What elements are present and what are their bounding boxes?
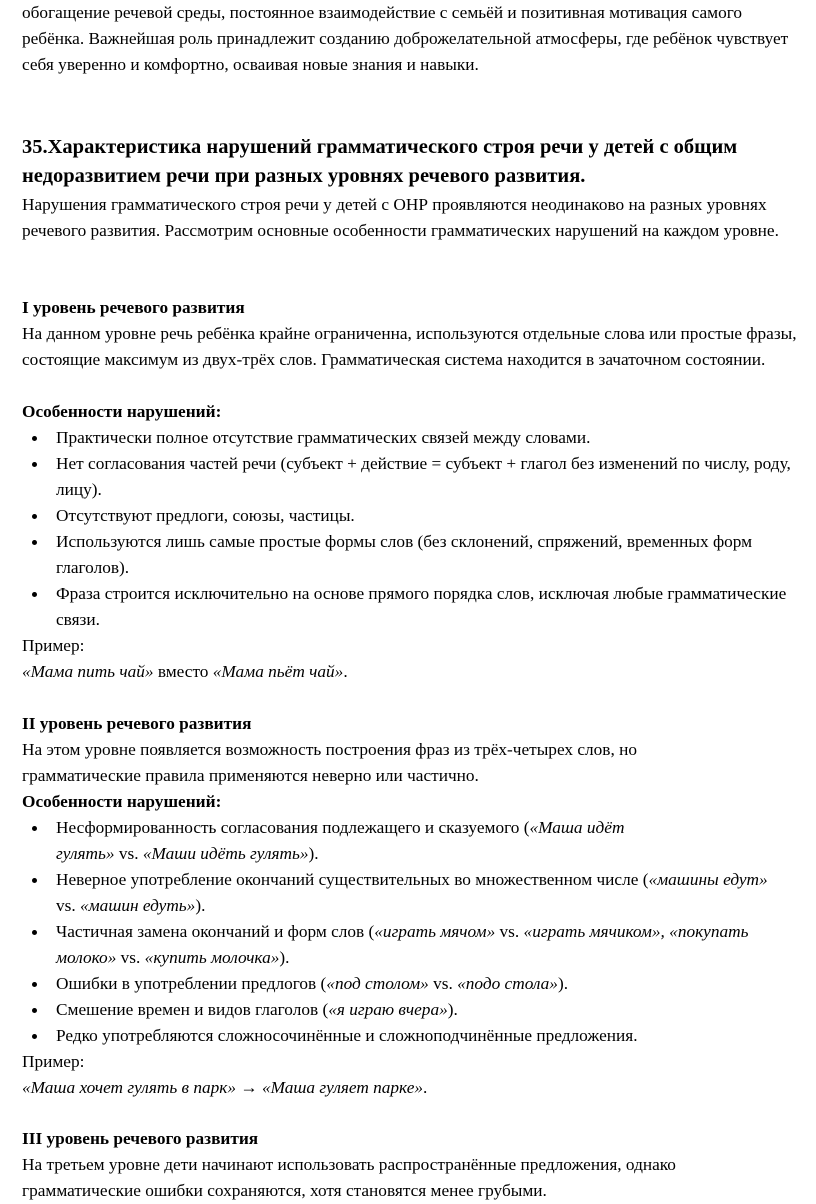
level2-description: На этом уровне появляется возможность построения фраз из трёх-четырех слов, но грамматические правила применяются неверно или частично. [22, 740, 637, 785]
text: Ошибки в употреблении предлогов ( [56, 974, 327, 993]
example-error: «купить молочка» [144, 948, 280, 967]
list-item [22, 867, 776, 919]
list-item [22, 815, 666, 867]
text: Частичная замена окончаний и форм слов ( [56, 922, 375, 941]
text: ). [308, 844, 319, 863]
text: Смешение времен и видов глаголов ( [56, 1000, 329, 1019]
text: vs. [495, 922, 524, 941]
list-item: Используются лишь самые простые формы слов (без склонений, спряжений, временных форм глаголов). [22, 529, 797, 581]
list-item [22, 1023, 797, 1049]
level1-features-label: Особенности нарушений: [22, 402, 222, 421]
text: ). [447, 1000, 458, 1019]
text: vs. [428, 974, 458, 993]
example-end: . [343, 662, 348, 681]
list-item: Отсутствуют предлоги, союзы, частицы. [22, 503, 797, 529]
text: Редко употребляются сложносочинённые и сложноподчинённые предложения. [56, 1026, 638, 1045]
section-heading: 35.Характеристика нарушений грамматического строя речи у детей с общим недоразвитием речи при разных уровнях речевого развития. [22, 136, 738, 187]
text: ). [279, 948, 290, 967]
text: ). [195, 896, 206, 915]
level1-features-list [22, 425, 797, 633]
level1-title: I уровень речевого развития [22, 298, 245, 317]
example-error: «машин едуть» [80, 896, 196, 915]
text: ). [557, 974, 569, 993]
example-right: «Маша гуляет парке» [261, 1078, 424, 1097]
level1-example-label: Пример: [22, 636, 85, 655]
text: vs. [56, 896, 81, 915]
level2-example [22, 1075, 427, 1101]
example-wrong: «Мама пить чай» [22, 662, 154, 681]
list-item [22, 971, 797, 997]
example-connector: → [236, 1078, 262, 1097]
list-item [22, 997, 797, 1023]
intro-paragraph: обогащение речевой среды, постоянное взаимодействие с семьёй и позитивная мотивация самого ребёнка. Важнейшая роль принадлежит созданию доброжелательной атмосферы, где ребёнок чувствует себя уверенно и комфортно, осваивая новые знания и навыки. [22, 3, 789, 74]
example-connector: вместо [153, 662, 213, 681]
example-wrong: «Маша хочет гулять в парк» [22, 1078, 237, 1097]
level1-description: На данном уровне речь ребёнка крайне ограниченна, используются отдельные слова или простые фразы, состоящие максимум из двух-трёх слов. Грамматическая система находится в зачаточном состоянии. [22, 324, 797, 369]
list-item [22, 919, 797, 971]
text: Несформированность согласования подлежащего и сказуемого ( [56, 818, 530, 837]
example-end: . [423, 1078, 428, 1097]
example-correct: «машины едут» [648, 870, 768, 889]
level3-title: III уровень речевого развития [22, 1129, 259, 1148]
level2-features-label: Особенности нарушений: [22, 792, 222, 811]
level2-example-label: Пример: [22, 1052, 85, 1071]
list-item: Фраза строится исключительно на основе прямого порядка слов, исключая любые грамматические связи. [22, 581, 797, 633]
example-correct: «Маша идёт гулять» [56, 818, 625, 863]
level1-example [22, 659, 348, 685]
example-correct: «под столом» [326, 974, 429, 993]
example-error: «Маши идёть гулять» [142, 844, 309, 863]
example-right: «Мама пьёт чай» [212, 662, 344, 681]
text: Неверное употребление окончаний существительных во множественном числе ( [56, 870, 649, 889]
example-error: «подо стола» [457, 974, 558, 993]
text: vs. [116, 948, 145, 967]
list-item: Нет согласования частей речи (субъект + действие = субъект + глагол без изменений по числу, роду, лицу). [22, 451, 797, 503]
text: vs. [114, 844, 143, 863]
section-intro: Нарушения грамматического строя речи у детей с ОНР проявляются неодинаково на разных уровнях речевого развития. Рассмотрим основные особенности грамматических нарушений на каждом уровне. [22, 195, 779, 240]
list-item: Практически полное отсутствие грамматических связей между словами. [22, 425, 797, 451]
level2-title: II уровень речевого развития [22, 714, 252, 733]
example-error: «играть мячиком», «покупать молоко» [56, 922, 749, 967]
level3-description: На третьем уровне дети начинают использовать распространённые предложения, однако грамматические ошибки сохраняются, хотя становятся менее грубыми. [22, 1155, 676, 1200]
example-error: «я играю вчера» [328, 1000, 448, 1019]
example-correct: «играть мячом» [374, 922, 496, 941]
level2-features-list [22, 815, 797, 1049]
